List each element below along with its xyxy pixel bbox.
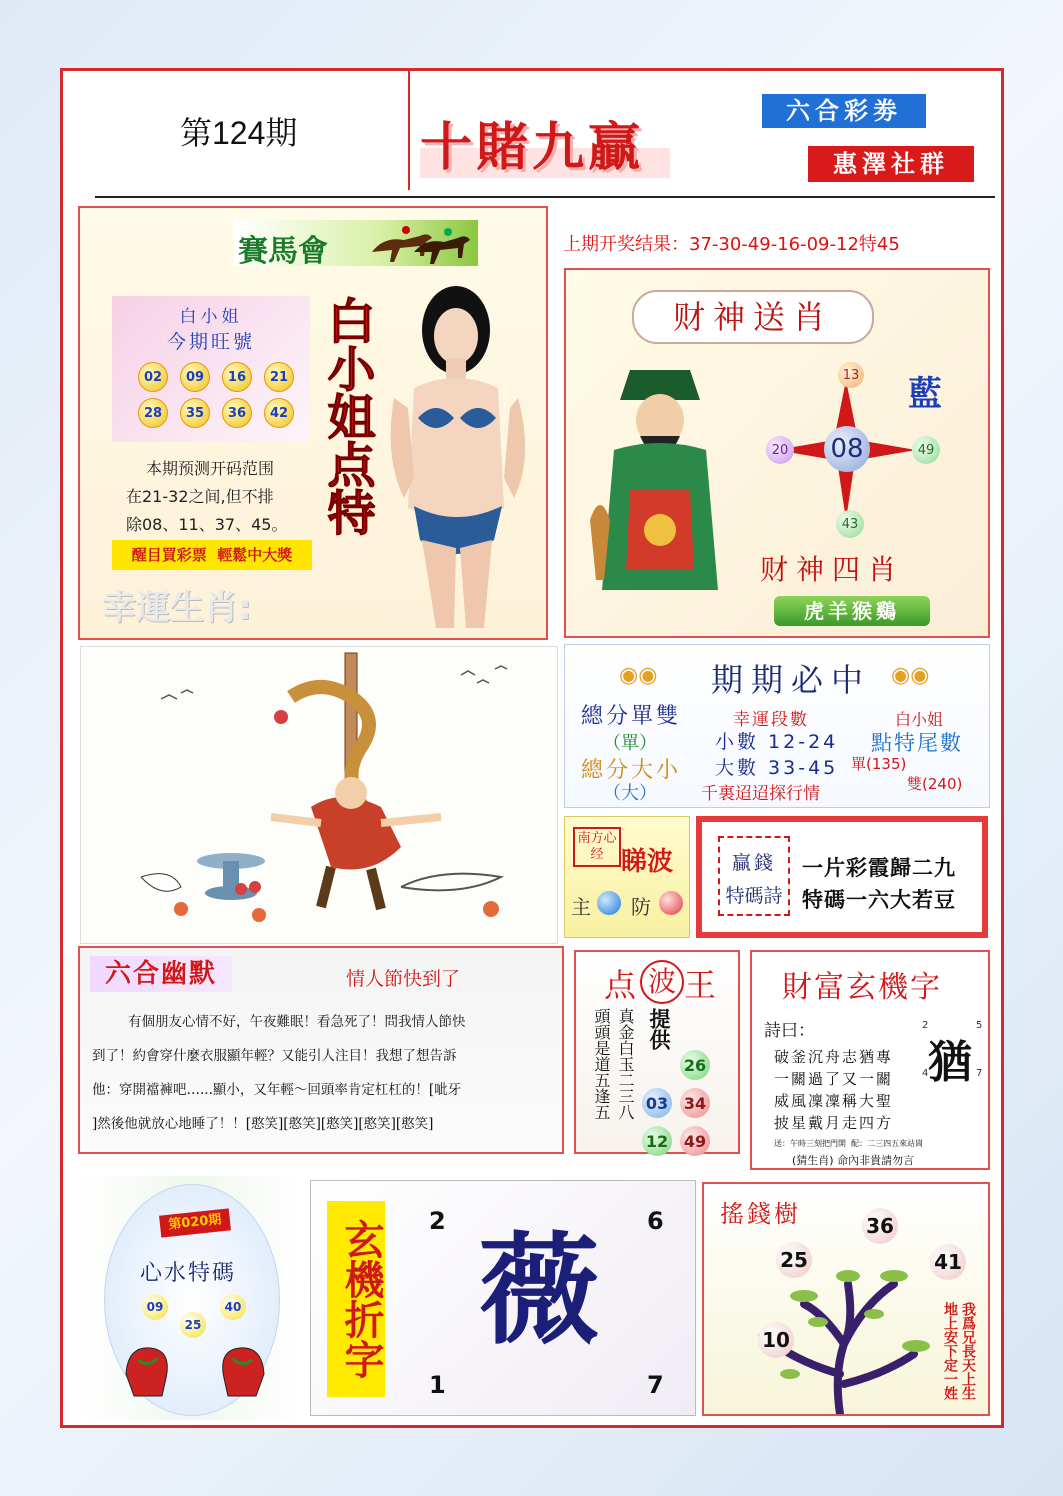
xinshui-ball-1: 09 (142, 1294, 168, 1320)
brand-liuhe: 六合彩劵 (762, 94, 926, 128)
caifu-poem-label: 詩曰： (764, 1021, 815, 1041)
poem-line1: 一片彩霞歸二九 (802, 856, 956, 880)
xinshui-title: 心水特碼 (140, 1261, 237, 1286)
qiqi-row3-mid: 大數 33-45 (715, 757, 839, 779)
blue-ball-icon (597, 891, 621, 915)
issue-number: 第124期 (180, 115, 298, 151)
dianbo-ball-3: 34 (680, 1088, 710, 1118)
humor-subtitle: 情人節快到了 (346, 968, 461, 990)
coin-icon-right: ◉◉ (891, 663, 930, 688)
wave-tag: 南方心经 (573, 827, 621, 867)
caishen-color: 藍 (908, 374, 942, 414)
header-line (95, 196, 995, 198)
lucky-number-ball: 35 (180, 398, 210, 428)
humor-panel (78, 946, 564, 1154)
xuanji-char: 薇 (479, 1222, 599, 1361)
qiqi-row3-left: 總分大小 (581, 758, 682, 783)
caishen-top-ball: 13 (838, 362, 864, 388)
dianbo-ball-5: 49 (680, 1126, 710, 1156)
caifu-big-char: 猶 (928, 1037, 972, 1088)
caishen-zodiacs: 虎羊猴鷄 (774, 596, 930, 626)
poem-label2: 特碼詩 (725, 885, 783, 907)
money-tree-icon (744, 1224, 944, 1414)
qiqi-panel (564, 644, 990, 808)
lucky-box (112, 296, 310, 442)
tree-ball-2: 25 (776, 1242, 812, 1278)
coin-icon-left: ◉◉ (619, 663, 658, 688)
horse-rider-icon (364, 222, 474, 266)
xinshui-panel (80, 1176, 304, 1420)
dianbo-ball-1: 26 (680, 1050, 710, 1080)
humor-line1: 有個朋友心情不好，午夜難眠！看急死了！問我情人節快 (128, 1014, 466, 1030)
qiqi-row4-right: 雙(240) (907, 775, 963, 793)
tree-verse1: 我爲兄長天上生 (960, 1302, 976, 1400)
humor-line3: 他：穿開襠褲吧…...顯小，又年輕～回頭率肯定杠杠的！[呲牙 (92, 1082, 462, 1098)
qiqi-row4-left: （大） (603, 783, 657, 804)
lucky-number-ball: 36 (222, 398, 252, 428)
horse-title: 賽馬會 (238, 234, 328, 269)
caifu-title: 財富玄機字 (782, 970, 942, 1005)
qiqi-row2-left: （單） (603, 733, 657, 754)
caishen-panel (564, 268, 990, 638)
poem-panel (696, 816, 988, 938)
xuanji-n6: 6 (647, 1207, 664, 1235)
horse-title-bar (234, 220, 478, 269)
dianbo-title-a: 点 (604, 966, 637, 1004)
caifu-line3: 威風凜凜稱大聖 (774, 1092, 894, 1110)
model-figure (374, 278, 544, 638)
header-divider (408, 70, 410, 190)
lucky-zodiac-label: 幸運生肖: (102, 588, 252, 628)
qiqi-row3-right: 單(135) (851, 755, 907, 773)
wave-panel (564, 816, 690, 938)
lucky-number-ball: 28 (138, 398, 168, 428)
caishen-figure (590, 340, 730, 610)
brand-huize: 惠澤社群 (808, 146, 974, 182)
qiqi-row2-mid: 小數 12-24 (715, 731, 839, 753)
model-silhouette (374, 278, 544, 638)
qiqi-row4-mid: 千裏迢迢探行情 (701, 784, 820, 804)
xuanji-panel (310, 1180, 696, 1416)
caifu-line4: 披星戴月走四方 (774, 1114, 894, 1132)
caifu-footnote2: (猜生肖) 命內非貴請勿言 (792, 1154, 915, 1167)
wave-guard-label: 防 (631, 895, 651, 919)
xinshui-ball-3: 40 (220, 1294, 246, 1320)
xuanji-n2: 2 (429, 1207, 446, 1235)
dianbo-col2: 真金白玉二三八 (616, 1008, 635, 1120)
poem-line2: 特碼一六大若豆 (802, 888, 956, 912)
cartoon-panel (80, 646, 558, 944)
caifu-n2: 2 (922, 1020, 929, 1031)
xuanji-n1: 1 (429, 1371, 446, 1399)
xuanji-n7: 7 (647, 1371, 664, 1399)
humor-line4: ]然後他就放心地睡了！！[憨笑][憨笑][憨笑][憨笑][憨笑] (92, 1116, 434, 1132)
caifu-line2: 一關過了又一關 (774, 1070, 894, 1088)
qiqi-row1-right: 白小姐 (895, 710, 944, 729)
money-tree-title: 搖錢樹 (720, 1200, 801, 1228)
lucky-box-title1: 白小姐 (179, 307, 243, 327)
lucky-number-ball: 09 (180, 362, 210, 392)
horse-panel (78, 206, 548, 640)
monkey-pole-cartoon (81, 647, 557, 943)
caifu-n5: 5 (976, 1020, 983, 1031)
prediction-line1: 本期预测开码范围 (146, 459, 275, 478)
xinshui-ball-2: 25 (180, 1312, 206, 1338)
qiqi-title: 期期必中 (711, 661, 872, 699)
last-result: 上期开奖结果：37-30-49-16-09-12特45 (563, 234, 900, 255)
lucky-box-title2: 今期旺號 (166, 331, 255, 353)
poem-label-box (718, 836, 790, 916)
prediction-line2: 在21-32之间,但不排 (126, 487, 274, 506)
dianbo-title-b: 波 (640, 960, 684, 1004)
caifu-panel (750, 950, 990, 1170)
caishen-right-ball: 49 (912, 436, 940, 464)
humor-title: 六合幽默 (90, 956, 232, 992)
caifu-footnote: 送：午時三刻把門開 配：二三四五來站崗 (774, 1139, 924, 1148)
caishen-bottom-ball: 43 (836, 510, 864, 538)
slogan-banner: 醒目買彩票 輕鬆中大獎 (112, 540, 312, 570)
lucky-number-ball: 21 (264, 362, 294, 392)
dianbo-panel (574, 950, 740, 1154)
lucky-number-ball: 42 (264, 398, 294, 428)
money-tree-panel (702, 1182, 990, 1416)
tree-ball-1: 36 (862, 1208, 898, 1244)
tree-ball-4: 10 (758, 1322, 794, 1358)
wave-title: 睇波 (621, 847, 674, 877)
caishen-center-ball: 08 (824, 426, 870, 472)
caishen-title: 财神送肖 (632, 290, 874, 344)
dianbo-ball-4: 12 (642, 1126, 672, 1156)
qiqi-row1-left: 總分單雙 (581, 704, 682, 729)
red-ball-icon (659, 891, 683, 915)
xuanji-side: 玄機折字 (327, 1201, 385, 1397)
vertical-title: 白小姐点特 (319, 296, 375, 536)
dianbo-title-c: 王 (684, 966, 717, 1004)
caishen-label: 财神四肖 (760, 553, 905, 586)
tree-verse2: 地上安下定一姓 (942, 1302, 958, 1400)
caifu-line1: 破釜沉舟志猶專 (774, 1048, 894, 1066)
prediction-line3: 除08、11、37、45。 (126, 515, 288, 534)
tree-ball-3: 41 (930, 1244, 966, 1280)
wave-main-label: 主 (571, 895, 591, 919)
dianbo-ball-2: 03 (642, 1088, 672, 1118)
humor-line2: 到了！約會穿什麼衣服顯年輕？又能引人注目！我想了想告訴 (92, 1048, 457, 1064)
xinshui-issue: 第020期 (159, 1208, 231, 1237)
caifu-n4: 4 (922, 1068, 929, 1079)
lucky-number-ball: 02 (138, 362, 168, 392)
caifu-n7: 7 (976, 1068, 983, 1079)
dianbo-provide: 提供 (647, 1008, 671, 1050)
qiqi-row1-mid: 幸運段數 (733, 710, 809, 730)
lucky-number-ball: 16 (222, 362, 252, 392)
poem-label1: 贏錢 (731, 852, 776, 874)
caishen-left-ball: 20 (766, 436, 794, 464)
boxing-glove-icon (120, 1340, 270, 1400)
dianbo-col1: 頭頭是道五逢五 (592, 1008, 611, 1120)
qiqi-row2-right: 點特尾數 (871, 731, 963, 755)
slogan: 十賭九贏 (420, 118, 670, 178)
